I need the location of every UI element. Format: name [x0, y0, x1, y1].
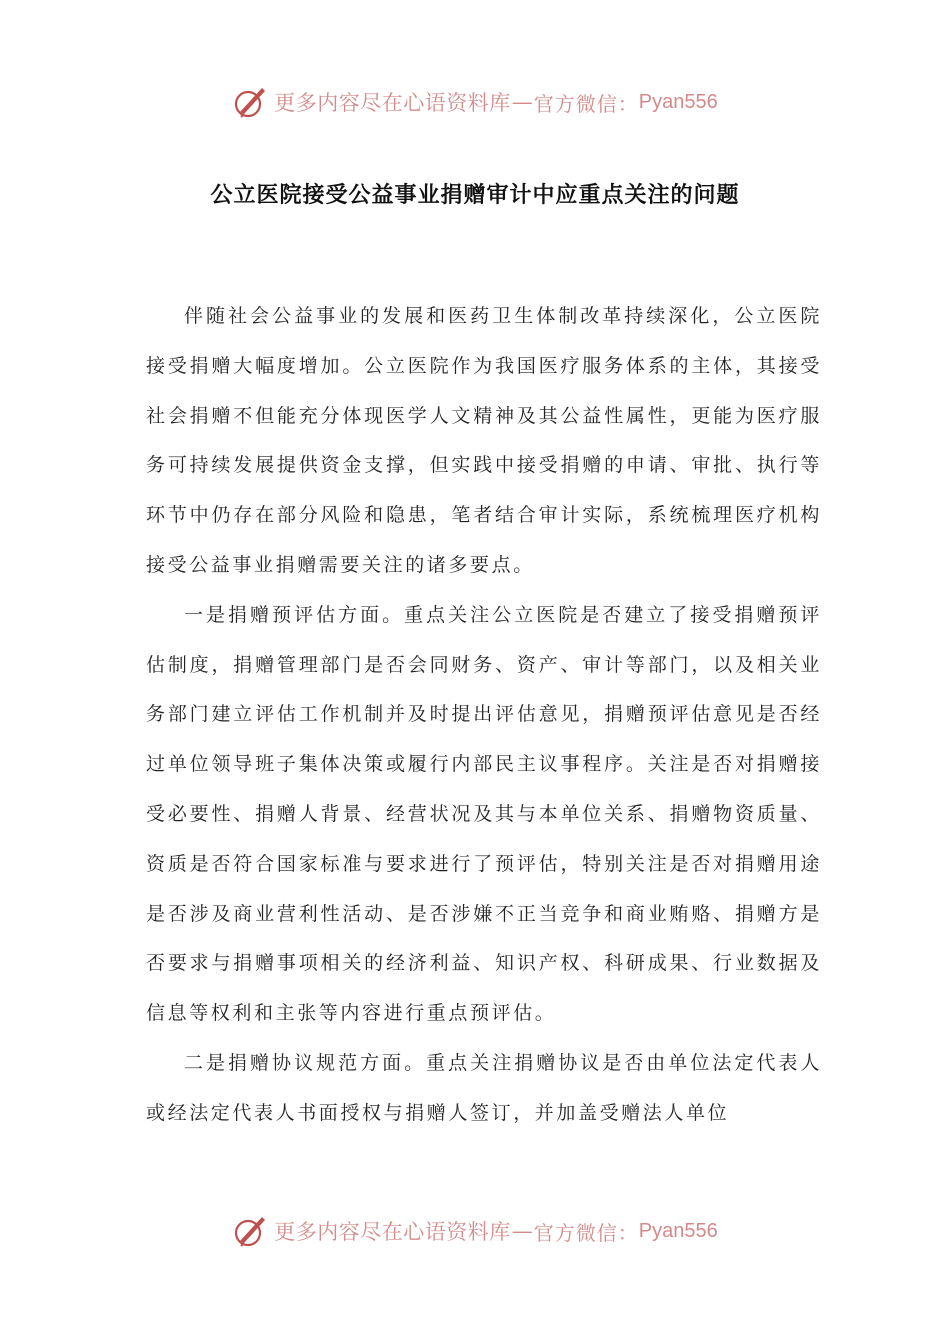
footer-watermark [0, 1209, 950, 1253]
watermark-wechat-id: Pyan556 [638, 1219, 718, 1242]
watermark-wechat-id: Pyan556 [638, 90, 718, 113]
document-title: 公立医院接受公益事业捐赠审计中应重点关注的问题 [210, 183, 740, 208]
paragraph-intro: 伴随社会公益事业的发展和医药卫生体制改革持续深化，公立医院接受捐赠大幅度增加。公立医院作为我国医疗服务体系的主体，其接受社会捐赠不但能充分体现医学人文精神及其公益性属性，更能为医疗服务可持续发展提供资金支撑，但实践中接受捐赠的申请、审批、执行等环节中仍存在部分风险和隐患，笔者结合审计实际，系统梳理医疗机构接受公益事业捐赠需要关注的诸多要点。 [146, 305, 822, 576]
watermark-separator: — [511, 90, 533, 114]
header-watermark [0, 80, 950, 124]
watermark-wechat-label: 官方微信： [533, 91, 639, 116]
watermark-separator: — [511, 1219, 533, 1243]
document-body [146, 292, 822, 1139]
paragraph-agreement: 二是捐赠协议规范方面。重点关注捐赠协议是否由单位法定代表人或经法定代表人书面授权与捐赠人签订，并加盖受赠法人单位 [146, 1051, 822, 1124]
watermark-brand: 更多内容尽在心语资料库 [274, 1220, 511, 1244]
watermark-wechat-label: 官方微信： [533, 1220, 639, 1245]
watermark-brand: 更多内容尽在心语资料库 [274, 91, 511, 115]
quill-logo-icon [232, 84, 268, 120]
quill-logo-icon [232, 1213, 268, 1249]
paragraph-pre-assessment: 一是捐赠预评估方面。重点关注公立医院是否建立了接受捐赠预评估制度，捐赠管理部门是否会同财务、资产、审计等部门，以及相关业务部门建立评估工作机制并及时提出评估意见，捐赠预评估意见是否经过单位领导班子集体决策或履行内部民主议事程序。关注是否对捐赠接受必要性、捐赠人背景、经营状况及其与本单位关系、捐赠物资质量、资质是否符合国家标准与要求进行了预评估，特别关注是否对捐赠用途是否涉及商业营利性活动、是否涉嫌不正当竞争和商业贿赂、捐赠方是否要求与捐赠事项相关的经济利益、知识产权、科研成果、行业数据及信息等权利和主张等内容进行重点预评估。 [146, 603, 822, 1025]
